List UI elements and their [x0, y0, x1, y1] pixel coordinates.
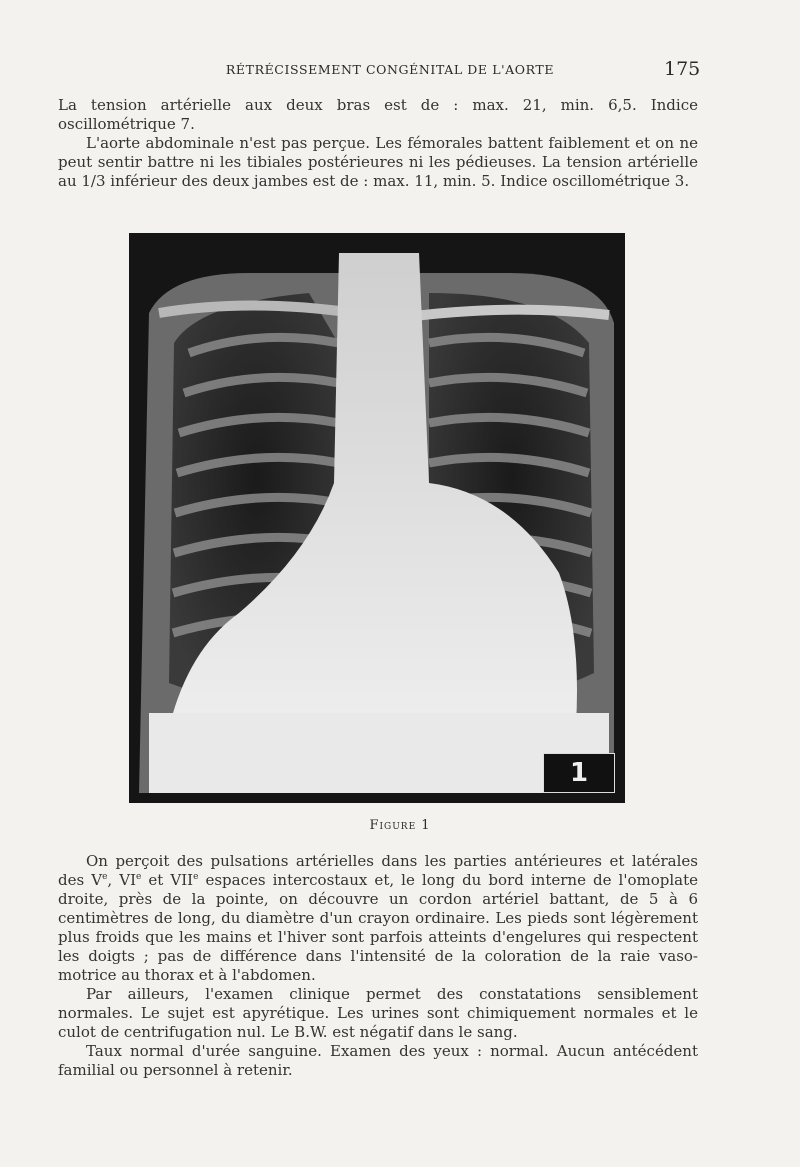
- paragraph: La tension artérielle aux deux bras est de : max. 21, min. 6,5. Indice oscillométrique 7.: [58, 96, 698, 133]
- paragraph: Par ailleurs, l'examen clinique permet des constatations sensiblement normales. Le sujet est apyrétique. Les urines sont chimiquement normales et le culot de centrifugation nul. Le B.W. est négatif dans le sang.: [58, 985, 698, 1041]
- text-block-top: [58, 96, 698, 191]
- paragraph: L'aorte abdominale n'est pas perçue. Les fémorales battent faiblement et on ne peut sentir battre ni les tibiales postérieures ni les pédieuses. La tension artérielle au 1/3 inférieur des deux jambes est de : max. 11, min. 5. Indice oscillométrique 3.: [58, 134, 698, 190]
- superscript: e: [136, 872, 142, 882]
- paragraph-segment: On perçoit des pulsations artérielles dans les parties antérieures et latérales des V: [58, 852, 698, 889]
- paragraph-segment: , VI: [107, 871, 136, 889]
- plate-number-label: 1: [543, 753, 615, 793]
- superscript: e: [193, 872, 199, 882]
- page-number: 175: [664, 58, 701, 80]
- figure-caption: Figure 1: [369, 818, 431, 833]
- paragraph: [58, 852, 698, 985]
- text-block-bottom: [58, 852, 698, 1080]
- chest-xray-figure: [129, 233, 625, 803]
- paragraph-segment: espaces intercostaux et, le long du bord interne de l'omoplate droite, près de la pointe, on découvre un cordon artériel battant, de 5 à 6 centimètres de long, du diamètre d'un crayon ordinaire. Les pieds sont légèrement plus froids que les mains et l'hiver sont parfois atteints d'engelures qui respectent les doigts ; pas de différence dans l'intensité de la coloration de la raie vaso-motrice au thorax et à l'abdomen.: [58, 871, 699, 984]
- paragraph: Taux normal d'urée sanguine. Examen des yeux : normal. Aucun antécédent familial ou personnel à retenir.: [58, 1042, 698, 1079]
- xray-image: [129, 233, 625, 803]
- paragraph-segment: et VII: [141, 871, 194, 889]
- superscript: e: [102, 872, 108, 882]
- running-title: RÉTRÉCISSEMENT CONGÉNITAL DE L'AORTE: [225, 62, 555, 77]
